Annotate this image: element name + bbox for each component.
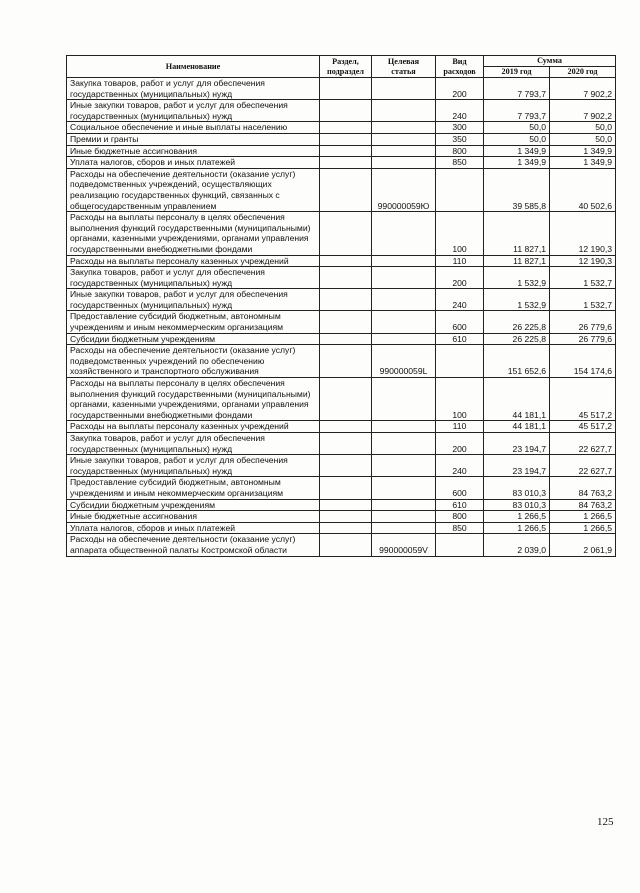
row-type-cell: 350 <box>436 133 484 145</box>
table-row <box>67 333 616 345</box>
row-2020-cell: 45 517,2 <box>550 421 616 433</box>
table-header <box>67 56 616 78</box>
row-name-cell: Субсидии бюджетным учреждениям <box>67 333 320 345</box>
table-row <box>67 477 616 499</box>
row-2020-cell: 22 627,7 <box>550 455 616 477</box>
budget-table <box>66 55 616 557</box>
row-type-cell: 240 <box>436 455 484 477</box>
row-2019-cell: 1 349,9 <box>484 157 550 169</box>
header-sum: Сумма <box>484 56 616 67</box>
header-target: Целевая статья <box>372 56 436 78</box>
row-2019-cell: 39 585,8 <box>484 168 550 211</box>
table-row <box>67 433 616 455</box>
row-type-cell: 100 <box>436 212 484 255</box>
row-target-cell: 990000059V <box>372 534 436 556</box>
row-section-cell <box>320 100 372 122</box>
row-target-cell <box>372 499 436 511</box>
row-2020-cell: 22 627,7 <box>550 433 616 455</box>
row-name-cell: Предоставление субсидий бюджетным, автономным учреждениям и иным некоммерческим организациям <box>67 311 320 333</box>
row-name-cell: Расходы на выплаты персоналу казенных учреждений <box>67 421 320 433</box>
row-2020-cell: 1 349,9 <box>550 157 616 169</box>
row-section-cell <box>320 511 372 523</box>
row-section-cell <box>320 421 372 433</box>
row-name-cell: Социальное обеспечение и иные выплаты населению <box>67 122 320 134</box>
row-name-cell: Иные закупки товаров, работ и услуг для обеспечения государственных (муниципальных) нужд <box>67 455 320 477</box>
page-number: 125 <box>597 816 614 828</box>
row-2020-cell: 154 174,6 <box>550 345 616 378</box>
row-type-cell: 800 <box>436 511 484 523</box>
row-type-cell: 110 <box>436 255 484 267</box>
row-2020-cell: 26 779,6 <box>550 311 616 333</box>
row-name-cell: Уплата налогов, сборов и иных платежей <box>67 522 320 534</box>
row-type-cell <box>436 345 484 378</box>
header-year-2019: 2019 год <box>484 67 550 78</box>
row-name-cell: Расходы на обеспечение деятельности (оказание услуг) подведомственных учреждений, осуществляющих реализацию государственных функций, связанных с общегосударственным управлением <box>67 168 320 211</box>
table-row <box>67 78 616 100</box>
row-target-cell <box>372 100 436 122</box>
row-2020-cell: 50,0 <box>550 133 616 145</box>
table-row <box>67 421 616 433</box>
row-type-cell: 200 <box>436 433 484 455</box>
row-name-cell: Иные бюджетные ассигнования <box>67 511 320 523</box>
row-section-cell <box>320 145 372 157</box>
header-section: Раздел, подраздел <box>320 56 372 78</box>
row-target-cell <box>372 455 436 477</box>
row-name-cell: Закупка товаров, работ и услуг для обеспечения государственных (муниципальных) нужд <box>67 78 320 100</box>
row-2020-cell: 1 532,7 <box>550 267 616 289</box>
row-section-cell <box>320 455 372 477</box>
header-name: Наименование <box>67 56 320 78</box>
row-section-cell <box>320 157 372 169</box>
row-target-cell <box>372 433 436 455</box>
row-2019-cell: 7 793,7 <box>484 78 550 100</box>
table-row <box>67 522 616 534</box>
table-row <box>67 455 616 477</box>
row-name-cell: Субсидии бюджетным учреждениям <box>67 499 320 511</box>
table-row <box>67 267 616 289</box>
row-name-cell: Расходы на выплаты персоналу в целях обеспечения выполнения функций государственными (муниципальными) органами, казенными учреждениями, органами управления государственными внебюджетными фондами <box>67 378 320 421</box>
row-target-cell <box>372 477 436 499</box>
row-name-cell: Расходы на выплаты персоналу в целях обеспечения выполнения функций государственными (муниципальными) органами, казенными учреждениями, органами управления государственными внебюджетными фондами <box>67 212 320 255</box>
row-2019-cell: 7 793,7 <box>484 100 550 122</box>
table-row <box>67 345 616 378</box>
row-type-cell: 610 <box>436 499 484 511</box>
row-2020-cell: 26 779,6 <box>550 333 616 345</box>
table-body <box>67 78 616 557</box>
row-2019-cell: 11 827,1 <box>484 255 550 267</box>
table-row <box>67 289 616 311</box>
row-2019-cell: 83 010,3 <box>484 499 550 511</box>
table-row <box>67 511 616 523</box>
row-target-cell <box>372 78 436 100</box>
row-target-cell <box>372 511 436 523</box>
row-section-cell <box>320 78 372 100</box>
row-2020-cell: 12 190,3 <box>550 212 616 255</box>
row-target-cell <box>372 212 436 255</box>
row-2019-cell: 151 652,6 <box>484 345 550 378</box>
row-type-cell: 850 <box>436 157 484 169</box>
row-type-cell: 110 <box>436 421 484 433</box>
table-row <box>67 145 616 157</box>
row-2019-cell: 1 266,5 <box>484 511 550 523</box>
row-target-cell <box>372 267 436 289</box>
row-type-cell: 200 <box>436 78 484 100</box>
row-name-cell: Иные закупки товаров, работ и услуг для обеспечения государственных (муниципальных) нужд <box>67 289 320 311</box>
row-target-cell <box>372 333 436 345</box>
row-2020-cell: 84 763,2 <box>550 499 616 511</box>
row-target-cell <box>372 311 436 333</box>
row-type-cell: 600 <box>436 477 484 499</box>
row-2020-cell: 84 763,2 <box>550 477 616 499</box>
row-2019-cell: 11 827,1 <box>484 212 550 255</box>
row-2020-cell: 1 266,5 <box>550 522 616 534</box>
row-name-cell: Иные бюджетные ассигнования <box>67 145 320 157</box>
row-type-cell: 600 <box>436 311 484 333</box>
row-type-cell: 100 <box>436 378 484 421</box>
row-2019-cell: 26 225,8 <box>484 311 550 333</box>
row-2020-cell: 12 190,3 <box>550 255 616 267</box>
row-type-cell: 800 <box>436 145 484 157</box>
table-row <box>67 212 616 255</box>
header-type: Вид расходов <box>436 56 484 78</box>
table-row <box>67 255 616 267</box>
row-2020-cell: 50,0 <box>550 122 616 134</box>
row-name-cell: Расходы на выплаты персоналу казенных учреждений <box>67 255 320 267</box>
row-section-cell <box>320 522 372 534</box>
row-2020-cell: 7 902,2 <box>550 100 616 122</box>
row-2019-cell: 1 349,9 <box>484 145 550 157</box>
header-year-2020: 2020 год <box>550 67 616 78</box>
row-name-cell: Премии и гранты <box>67 133 320 145</box>
row-name-cell: Расходы на обеспечение деятельности (оказание услуг) подведомственных учреждений по обеспечению хозяйственного и транспортного обслуживания <box>67 345 320 378</box>
row-section-cell <box>320 345 372 378</box>
row-2019-cell: 83 010,3 <box>484 477 550 499</box>
row-type-cell <box>436 534 484 556</box>
row-section-cell <box>320 168 372 211</box>
row-target-cell <box>372 522 436 534</box>
table-row <box>67 499 616 511</box>
row-section-cell <box>320 289 372 311</box>
row-type-cell: 240 <box>436 100 484 122</box>
table-row <box>67 534 616 556</box>
row-2019-cell: 2 039,0 <box>484 534 550 556</box>
row-section-cell <box>320 499 372 511</box>
row-2020-cell: 45 517,2 <box>550 378 616 421</box>
table-row <box>67 122 616 134</box>
row-section-cell <box>320 433 372 455</box>
row-target-cell <box>372 157 436 169</box>
row-2019-cell: 50,0 <box>484 122 550 134</box>
row-2019-cell: 44 181,1 <box>484 421 550 433</box>
row-target-cell <box>372 145 436 157</box>
row-section-cell <box>320 378 372 421</box>
row-2020-cell: 7 902,2 <box>550 78 616 100</box>
row-2019-cell: 26 225,8 <box>484 333 550 345</box>
row-2020-cell: 1 349,9 <box>550 145 616 157</box>
row-section-cell <box>320 333 372 345</box>
row-type-cell: 200 <box>436 267 484 289</box>
row-type-cell: 610 <box>436 333 484 345</box>
table-row <box>67 168 616 211</box>
row-2019-cell: 1 266,5 <box>484 522 550 534</box>
row-name-cell: Расходы на обеспечение деятельности (оказание услуг) аппарата общественной палаты Костромской области <box>67 534 320 556</box>
row-section-cell <box>320 133 372 145</box>
row-type-cell: 850 <box>436 522 484 534</box>
row-section-cell <box>320 255 372 267</box>
row-section-cell <box>320 311 372 333</box>
row-2020-cell: 1 266,5 <box>550 511 616 523</box>
table-row <box>67 157 616 169</box>
row-2020-cell: 40 502,6 <box>550 168 616 211</box>
row-name-cell: Закупка товаров, работ и услуг для обеспечения государственных (муниципальных) нужд <box>67 433 320 455</box>
row-name-cell: Предоставление субсидий бюджетным, автономным учреждениям и иным некоммерческим организациям <box>67 477 320 499</box>
row-target-cell <box>372 289 436 311</box>
row-2020-cell: 2 061,9 <box>550 534 616 556</box>
row-target-cell <box>372 133 436 145</box>
row-target-cell <box>372 255 436 267</box>
row-target-cell <box>372 378 436 421</box>
row-name-cell: Иные закупки товаров, работ и услуг для обеспечения государственных (муниципальных) нужд <box>67 100 320 122</box>
row-2020-cell: 1 532,7 <box>550 289 616 311</box>
row-2019-cell: 1 532,9 <box>484 289 550 311</box>
row-name-cell: Закупка товаров, работ и услуг для обеспечения государственных (муниципальных) нужд <box>67 267 320 289</box>
row-section-cell <box>320 534 372 556</box>
row-target-cell: 990000059Ю <box>372 168 436 211</box>
row-2019-cell: 1 532,9 <box>484 267 550 289</box>
row-target-cell <box>372 421 436 433</box>
table-row <box>67 133 616 145</box>
row-section-cell <box>320 212 372 255</box>
table-row <box>67 311 616 333</box>
table-row <box>67 378 616 421</box>
row-type-cell <box>436 168 484 211</box>
row-section-cell <box>320 122 372 134</box>
row-2019-cell: 50,0 <box>484 133 550 145</box>
row-2019-cell: 23 194,7 <box>484 455 550 477</box>
row-2019-cell: 23 194,7 <box>484 433 550 455</box>
row-target-cell <box>372 122 436 134</box>
table-row <box>67 100 616 122</box>
row-name-cell: Уплата налогов, сборов и иных платежей <box>67 157 320 169</box>
row-2019-cell: 44 181,1 <box>484 378 550 421</box>
row-type-cell: 300 <box>436 122 484 134</box>
row-section-cell <box>320 477 372 499</box>
row-target-cell: 990000059L <box>372 345 436 378</box>
row-type-cell: 240 <box>436 289 484 311</box>
row-section-cell <box>320 267 372 289</box>
